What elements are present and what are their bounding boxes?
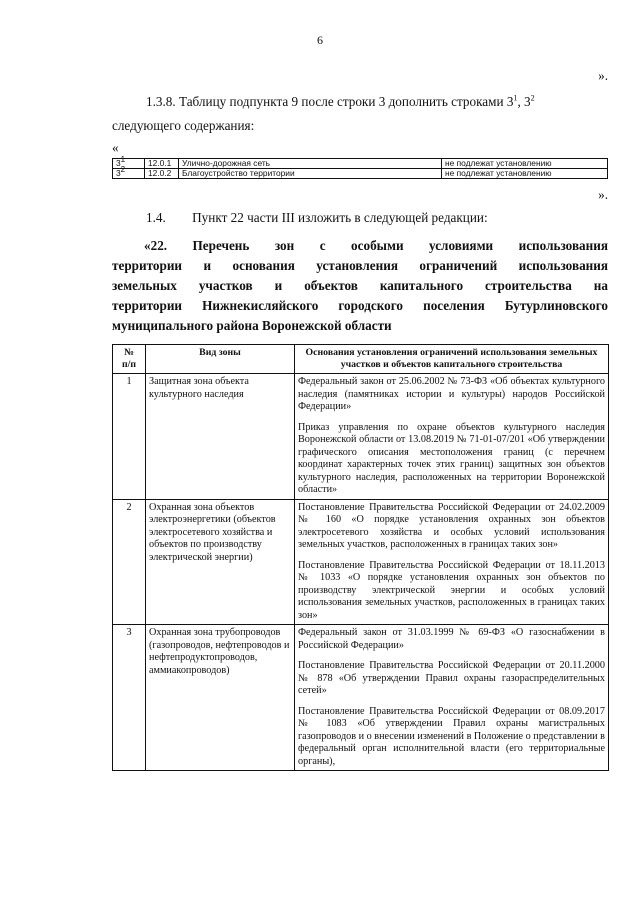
zones-table xyxy=(112,344,609,771)
heading-line: муниципального района Воронежской области xyxy=(112,318,392,333)
closing-quote-top: ». xyxy=(598,68,608,83)
basis-paragraph: Федеральный закон от 25.06.2002 № 73-ФЗ «Об объектах культурного наследия (памятниках истории и культуры) народов Российской Федерации» xyxy=(298,376,605,412)
table-cell-value: не подлежат установлению xyxy=(442,159,608,169)
opening-quote: « xyxy=(112,140,119,155)
paragraph-1-4: 1.4. Пункт 22 части III изложить в следующей редакции: xyxy=(146,210,488,225)
table-row xyxy=(113,169,608,179)
header-basis: Основания установления ограничений использования земельных участков и объектов капитального строительства xyxy=(295,345,609,374)
table-cell-num: $3^1$ xyxy=(113,159,145,169)
closing-quote-2: ». xyxy=(598,187,608,202)
row-basis xyxy=(295,625,609,771)
header-num: № п/п xyxy=(113,345,146,374)
basis-paragraph: Постановление Правительства Российской Федерации от 08.09.2017 № 1083 «Об утверждении Правил охраны магистральных газопроводов и о внесении изменений в Положение о представлении в федеральный орган исполнительной власти (его территориальные органы), xyxy=(298,705,605,767)
row-zone: Охранная зона объектов электроэнергетики (объектов электросетевого хозяйства и объектов по производству электрической энергии) xyxy=(146,499,295,625)
table-cell-value: не подлежат установлению xyxy=(442,169,608,179)
superscript-1: 1 xyxy=(513,93,518,103)
heading-line: «22. Перечень зон с особыми условиями использования xyxy=(144,238,608,253)
paragraph-1-3-8 xyxy=(146,92,535,112)
row-basis xyxy=(295,499,609,625)
row-basis xyxy=(295,374,609,500)
table-row xyxy=(113,625,609,771)
page-number: 6 xyxy=(317,33,323,47)
table-row xyxy=(113,159,608,169)
table-row xyxy=(113,499,609,625)
additional-rows-table xyxy=(112,155,608,179)
table-cell-code: 12.0.2 xyxy=(145,169,179,179)
row-num: 1 xyxy=(113,374,146,500)
header-zone: Вид зоны xyxy=(146,345,295,374)
row-num: 2 xyxy=(113,499,146,625)
basis-paragraph: Приказ управления по охране объектов культурного наследия Воронежской области от 13.08.2019 № 71-01-07/201 «Об утверждении графического описания местоположения границ (с перечнем координат характерных точек этих границ) защитных зон объектов культурного наследия, расположенных на территории Воронежской области» xyxy=(298,421,605,495)
row-zone: Охранная зона трубопроводов (газопроводов, нефтепроводов и нефтепродуктопроводов, аммиакопроводов) xyxy=(146,625,295,771)
table-cell-code: 12.0.1 xyxy=(145,159,179,169)
table-cell-num: $3^2$ xyxy=(113,169,145,179)
table-cell-name: Улично-дорожная сеть xyxy=(179,159,442,169)
zones-table-clip xyxy=(112,344,609,866)
table-row xyxy=(113,374,609,500)
basis-paragraph: Постановление Правительства Российской Федерации от 24.02.2009 № 160 «О порядке установления охранных зон объектов электросетевого хозяйства и особых условий использования земельных участков, расположенных в границах таких зон» xyxy=(298,501,605,550)
paragraph-1-3-8-mid: , 3 xyxy=(517,94,531,109)
table-cell-name: Благоустройство территории xyxy=(179,169,442,179)
heading-line: земельных участков и объектов капитального строительства на xyxy=(112,278,608,293)
row-zone: Защитная зона объекта культурного наследия xyxy=(146,374,295,500)
superscript-2: 2 xyxy=(530,93,535,103)
basis-paragraph: Постановление Правительства Российской Федерации от 20.11.2000 № 878 «Об утверждении Правил охраны газораспределительных сетей» xyxy=(298,660,605,696)
table-header-row xyxy=(113,345,609,374)
heading-line: территории Нижнекисляйского городского поселения Бутурлиновского xyxy=(112,298,608,313)
row-num: 3 xyxy=(113,625,146,771)
basis-paragraph: Постановление Правительства Российской Федерации от 18.11.2013 № 1033 «О порядке установления охранных зон объектов по производству электрической энергии и особых условий использования земельных участков, расположенных в границах таких зон» xyxy=(298,559,605,621)
paragraph-1-3-8-text: 1.3.8. Таблицу подпункта 9 после строки 3 дополнить строками 3 xyxy=(146,94,514,109)
heading-line: территории и основания установления ограничений использования xyxy=(112,258,608,273)
paragraph-1-3-8-cont: следующего содержания: xyxy=(112,118,255,133)
basis-paragraph: Федеральный закон от 31.03.1999 № 69-ФЗ «О газоснабжении в Российской Федерации» xyxy=(298,627,605,651)
section-heading xyxy=(112,236,608,336)
